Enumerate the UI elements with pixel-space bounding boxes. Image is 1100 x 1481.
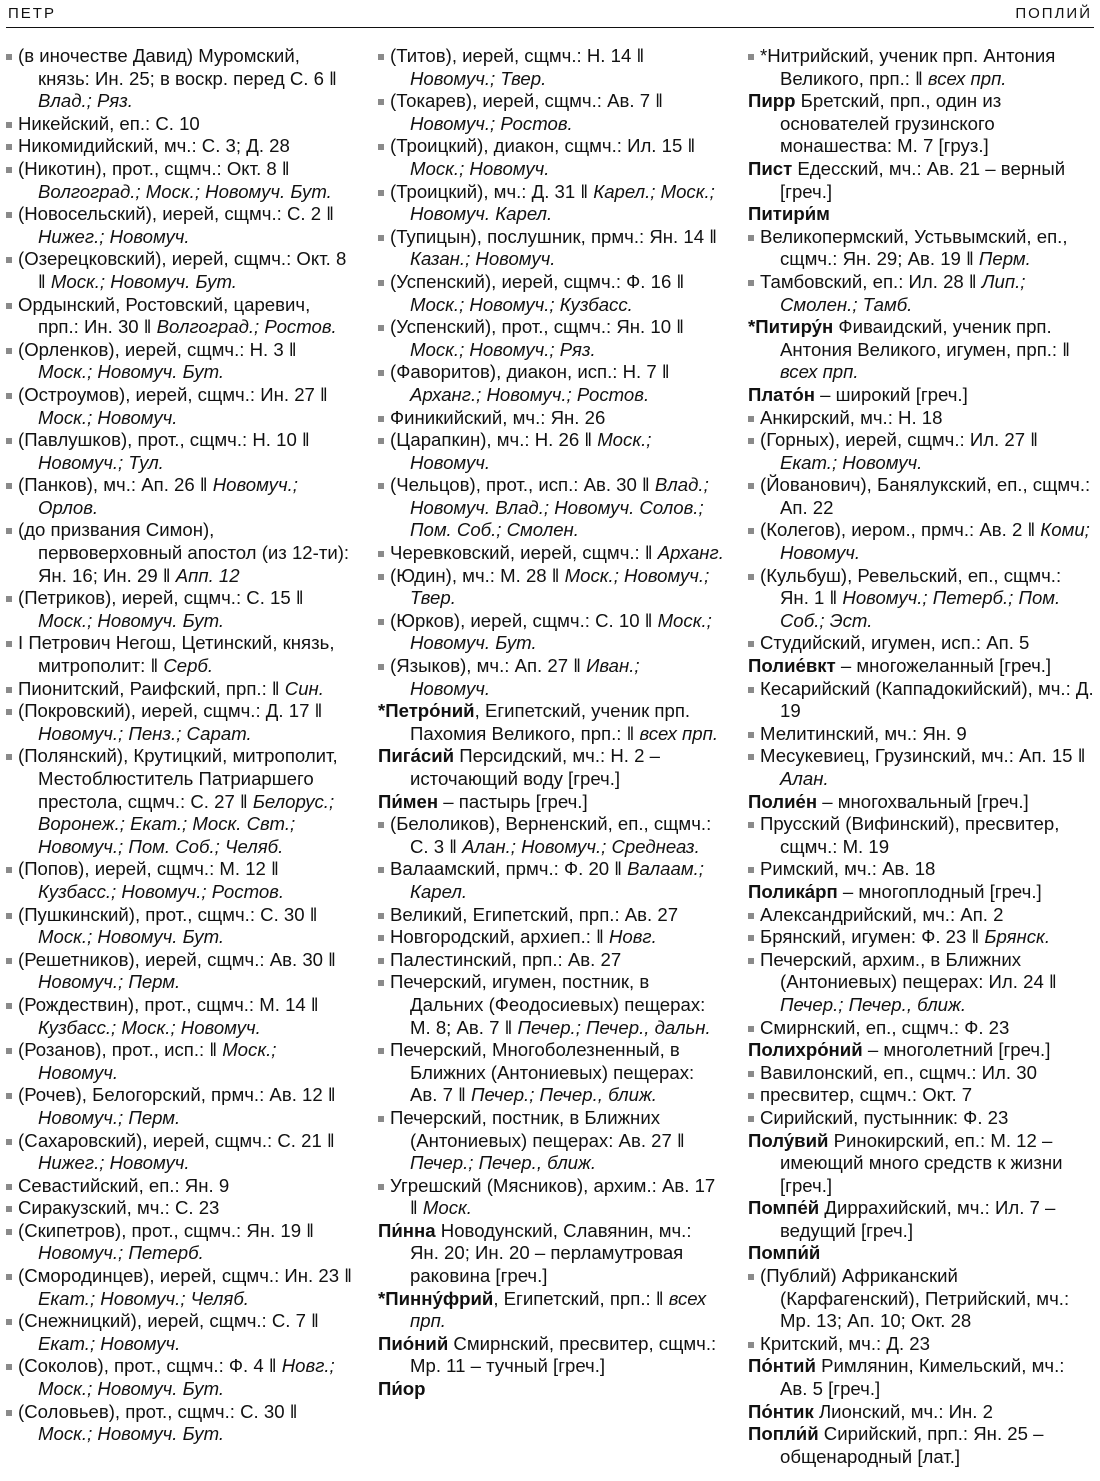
headword-entry [748, 791, 1094, 814]
headword-entry [748, 1401, 1094, 1424]
commemoration-regions: Моск.; Новомуч.; Твер. [410, 564, 710, 609]
entry-text: – многоплодный [греч.] [837, 880, 1042, 902]
headword-entry [748, 1197, 1094, 1242]
entry-text: (Тупицын), послушник, прмч.: Ян. 14 ‖ [390, 225, 717, 247]
sub-entry [6, 474, 354, 519]
entry-text: Смирнский, еп., сщмч.: Ф. 23 [760, 1016, 1010, 1038]
entry-text: Печерский, постник, в Ближних (Антониевых) пещерах: Ав. 27 ‖ [390, 1106, 685, 1151]
commemoration-regions: Апп. 12 [175, 564, 240, 586]
entry-text: (Пушкинский), прот., сщмч.: С. 30 ‖ [18, 903, 318, 925]
commemoration-regions: всех прп. [780, 361, 859, 383]
commemoration-regions: Новг.; Моск.; Новомуч. Бут. [38, 1355, 335, 1400]
sub-entry [378, 135, 724, 180]
commemoration-regions: Екат.; Новомуч.; Челяб. [38, 1287, 249, 1309]
entry-text: – многохвальный [греч.] [817, 790, 1029, 812]
entry-text: Никейский, еп.: С. 10 [18, 112, 200, 134]
commemoration-regions: Моск.; Новомуч. [38, 406, 178, 428]
headword-entry [748, 881, 1094, 904]
running-head-right: ПОПЛИЙ [1015, 5, 1092, 22]
headword: Питири́м [748, 203, 830, 225]
entry-text: (Юрков), иерей, сщмч.: С. 10 ‖ [390, 609, 658, 631]
headword: *Пинну́фрий [378, 1287, 494, 1309]
sub-entry [378, 474, 724, 542]
sub-entry [378, 926, 724, 949]
headword: Плато́н [748, 383, 815, 405]
headword: Пист [748, 157, 793, 179]
sub-entry [748, 271, 1094, 316]
commemoration-regions: Моск.; Новомуч. [410, 429, 652, 473]
commemoration-regions: Моск.; Новомуч. [38, 1039, 277, 1083]
commemoration-regions: Моск.; Новомуч. [410, 157, 550, 179]
commemoration-regions: Новг. [608, 926, 657, 948]
sub-entry [378, 949, 724, 972]
sub-entry [748, 904, 1094, 927]
headword: *Питиру́н [748, 316, 834, 338]
entry-text: (Белоликов), Верненский, еп., сщмч.: С. 3 ‖ [390, 813, 712, 857]
entry-text: Месукевиец, Грузинский, мч.: Ап. 15 ‖ [760, 745, 1086, 767]
sub-entry [378, 45, 724, 90]
sub-entry [378, 271, 724, 316]
sub-entry [748, 1107, 1094, 1130]
entry-text: (Троицкий), диакон, сщмч.: Ил. 15 ‖ [390, 135, 696, 157]
column-2 [378, 45, 724, 1401]
commemoration-regions: Екат.; Новомуч. [38, 1332, 181, 1354]
headword: Полу́вий [748, 1129, 829, 1151]
sub-entry [6, 384, 354, 429]
column-1 [6, 45, 354, 1446]
sub-entry [378, 565, 724, 610]
sub-entry [6, 113, 354, 136]
sub-entry [6, 1401, 354, 1446]
commemoration-regions: Волгоград.; Ростов. [156, 316, 337, 338]
entry-text: (Озерецковский), иерей, сщмч.: Окт. 8 ‖ [18, 248, 347, 292]
entry-text: (Покровский), иерей, сщмч.: Д. 17 ‖ [18, 700, 323, 722]
entry-text: (Скипетров), прот., сщмч.: Ян. 19 ‖ [18, 1219, 314, 1241]
headword: Полика́рп [748, 880, 838, 902]
entry-text: Ринокирский, еп.: М. 12 – имеющий много средств к жизни [греч.] [780, 1129, 1063, 1196]
entry-text: (Чельцов), прот., исп.: Ав. 30 ‖ [390, 474, 655, 496]
entry-text: (Петриков), иерей, сщмч.: С. 15 ‖ [18, 587, 304, 609]
entry-text: , Египетский, прп.: ‖ [493, 1287, 669, 1309]
sub-entry [748, 723, 1094, 746]
sub-entry [378, 181, 724, 226]
headword-entry [748, 1355, 1094, 1400]
commemoration-regions: Новомуч.; Перм. [38, 1106, 181, 1128]
headword: Полие́н [748, 790, 818, 812]
sub-entry [378, 226, 724, 271]
headword: Пи́мен [378, 790, 439, 812]
commemoration-regions: Белорус.; Воронеж.; Екат.; Моск. Свт.; Новомуч.; Пом. Соб.; Челяб. [38, 790, 335, 857]
entry-text: Финикийский, мч.: Ян. 26 [390, 406, 606, 428]
commemoration-regions: Печер.; Печер., ближ. [780, 993, 966, 1015]
entry-text: (Языков), мч.: Ап. 27 ‖ [390, 655, 587, 677]
sub-entry [378, 971, 724, 1039]
entry-text: (Титов), иерей, сщмч.: Н. 14 ‖ [390, 45, 645, 66]
sub-entry [748, 632, 1094, 655]
headword-entry [748, 655, 1094, 678]
entry-text: (Рождествин), прот., сщмч.: М. 14 ‖ [18, 993, 319, 1015]
entry-text: (Павлушков), прот., сщмч.: Н. 10 ‖ [18, 429, 310, 451]
entry-text: – широкий [греч.] [814, 383, 968, 405]
sub-entry [6, 745, 354, 858]
headword: Пирр [748, 90, 796, 112]
sub-entry [6, 339, 354, 384]
headword: Помпи́й [748, 1242, 821, 1264]
sub-entry [6, 678, 354, 701]
entry-text: (Остроумов), иерей, сщмч.: Ин. 27 ‖ [18, 383, 328, 405]
headword: Полие́вкт [748, 655, 836, 677]
headword-entry [748, 90, 1094, 158]
commemoration-regions: Серб. [163, 655, 214, 677]
headword-entry [748, 316, 1094, 384]
commemoration-regions: Новомуч.; Пенз.; Сарат. [38, 722, 252, 744]
sub-entry [6, 1175, 354, 1198]
commemoration-regions: Арханг.; Новомуч.; Ростов. [410, 383, 650, 405]
headword-entry [378, 700, 724, 745]
sub-entry [6, 294, 354, 339]
entry-text: Анкирский, мч.: Н. 18 [760, 406, 943, 428]
commemoration-regions: Иван.; Новомуч. [410, 655, 640, 699]
sub-entry [6, 1310, 354, 1355]
entry-text: Угрешский (Мясников), архим.: Ав. 17 ‖ [390, 1174, 716, 1219]
entry-text: Лионский, мч.: Ин. 2 [813, 1400, 993, 1422]
sub-entry [6, 1130, 354, 1175]
entry-text: Тамбовский, еп.: Ил. 28 ‖ [760, 270, 982, 292]
sub-entry [6, 203, 354, 248]
headword-entry [748, 1423, 1094, 1468]
commemoration-regions: Моск.; Новомуч. Бут. [38, 609, 225, 631]
commemoration-regions: Алан.; Новомуч.; Среднеаз. [462, 835, 700, 857]
commemoration-regions: Син. [284, 677, 324, 699]
headword: По́нтик [748, 1400, 814, 1422]
commemoration-regions: всех прп. [410, 1287, 707, 1332]
sub-entry [748, 1265, 1094, 1333]
headword: По́нтий [748, 1355, 816, 1377]
entry-text: (Кульбуш), Ревельский, еп., сщмч.: Ян. 1 ‖ [760, 564, 1062, 609]
entry-text: (Токарев), иерей, сщмч.: Ав. 7 ‖ [390, 90, 663, 112]
sub-entry [748, 858, 1094, 881]
sub-entry [6, 519, 354, 587]
entry-text: Студийский, игумен, исп.: Ап. 5 [760, 632, 1030, 654]
headword-entry [748, 158, 1094, 203]
commemoration-regions: Новомуч.; Ростов. [410, 112, 573, 134]
commemoration-regions: Влад.; Новомуч. Влад.; Новомуч. Солов.; Пом. Соб.; Смолен. [410, 474, 709, 541]
commemoration-regions: всех прп. [927, 67, 1007, 89]
entry-text: Критский, мч.: Д. 23 [760, 1332, 930, 1354]
headword-entry [378, 1288, 724, 1333]
entry-text: (Снежницкий), иерей, сщмч.: С. 7 ‖ [18, 1310, 319, 1332]
commemoration-regions: Алан. [780, 768, 829, 789]
sub-entry [6, 994, 354, 1039]
sub-entry [6, 587, 354, 632]
entry-text: (до призвания Симон), первоверховный апостол (из 12-ти): Ян. 16; Ин. 29 ‖ [18, 519, 350, 586]
sub-entry [6, 45, 354, 113]
entry-text: Едесский, мч.: Ав. 21 – верный [греч.] [780, 157, 1066, 202]
entry-text: (Сахаровский), иерей, сщмч.: С. 21 ‖ [18, 1129, 335, 1151]
sub-entry [378, 858, 724, 903]
headword: Пига́сий [378, 745, 455, 767]
sub-entry [378, 1175, 724, 1220]
sub-entry [748, 226, 1094, 271]
commemoration-regions: Перм. [978, 248, 1031, 270]
entry-text: Печерский, Многоболезненный, в Ближних (Антониевых) пещерах: Ав. 7 ‖ [390, 1039, 695, 1106]
commemoration-regions: Печер.; Печер., ближ. [470, 1084, 657, 1106]
sub-entry [748, 45, 1094, 90]
sub-entry [378, 316, 724, 361]
headword: *Петро́ний [378, 700, 475, 722]
entry-text: Печерский, архим., в Ближних (Антониевых) пещерах: Ил. 24 ‖ [760, 948, 1057, 993]
entry-text: (Смородинцев), иерей, сщмч.: Ин. 23 ‖ [18, 1265, 352, 1287]
headword-entry [748, 1242, 1094, 1265]
entry-text: (Панков), мч.: Ап. 26 ‖ [18, 474, 213, 496]
headword-entry [378, 1378, 724, 1401]
entry-text: – пастырь [греч.] [438, 790, 588, 812]
commemoration-regions: Кузбасс.; Новомуч.; Ростов. [38, 880, 285, 902]
entry-text: Печерский, игумен, постник, в Дальних (Феодосиевых) пещерах: М. 8; Ав. 7 ‖ [390, 971, 706, 1038]
commemoration-regions: Моск. [422, 1197, 472, 1219]
sub-entry [6, 1265, 354, 1310]
entry-text: Новгородский, архиеп.: ‖ [390, 926, 609, 948]
entry-text: (Юдин), мч.: М. 28 ‖ [390, 564, 565, 586]
headword: Пи́ор [378, 1378, 426, 1400]
sub-entry [748, 474, 1094, 519]
headword-entry [378, 791, 724, 814]
sub-entry [6, 904, 354, 949]
commemoration-regions: Моск.; Новомуч. Бут. [38, 1423, 225, 1445]
entry-text: Валаамский, прмч.: Ф. 20 ‖ [390, 858, 628, 880]
sub-entry [6, 429, 354, 474]
commemoration-regions: Моск.; Новомуч. Бут. [38, 361, 225, 383]
entry-text: Диррахийский, мч.: Ил. 7 – ведущий [греч.] [780, 1197, 1056, 1241]
headword: Попли́й [748, 1423, 819, 1445]
entry-text: Вавилонский, еп., сщмч.: Ил. 30 [760, 1061, 1037, 1083]
commemoration-regions: Екат.; Новомуч. [780, 451, 923, 473]
commemoration-regions: Коми; Новомуч. [780, 519, 1090, 564]
entry-text: (Решетников), иерей, сщмч.: Ав. 30 ‖ [18, 948, 336, 970]
sub-entry [6, 949, 354, 994]
commemoration-regions: Влад.; Ряз. [38, 90, 133, 112]
entry-text: – многожеланный [греч.] [835, 655, 1052, 677]
entry-text: (Соловьев), прот., сщмч.: С. 30 ‖ [18, 1400, 298, 1422]
entry-text: Римский, мч.: Ав. 18 [760, 858, 936, 880]
entry-text: (Горных), иерей, сщмч.: Ил. 27 ‖ [760, 429, 1038, 451]
sub-entry [748, 565, 1094, 633]
entry-text: Великопермский, Устьвымский, еп., сщмч.: Ян. 29; Ав. 19 ‖ [760, 225, 1068, 270]
entry-text: – многолетний [греч.] [862, 1039, 1051, 1061]
sub-entry [378, 1107, 724, 1175]
sub-entry [378, 655, 724, 700]
commemoration-regions: Новомуч.; Орлов. [38, 474, 298, 518]
sub-entry [748, 926, 1094, 949]
entry-text: (Успенский), прот., сщмч.: Ян. 10 ‖ [390, 316, 684, 338]
commemoration-regions: всех прп. [639, 722, 719, 744]
commemoration-regions: Моск.; Новомуч.; Кузбасс. [410, 293, 633, 315]
entry-text: Персидский, мч.: Н. 2 – источающий воду [греч.] [410, 745, 660, 789]
sub-entry [378, 813, 724, 858]
sub-entry [6, 158, 354, 203]
commemoration-regions: Моск.; Новомуч. Бут. [50, 270, 237, 292]
entry-text: (в иночестве Давид) Муромский, князь: Ин. 25; в воскр. перед С. 6 ‖ [18, 45, 337, 89]
sub-entry [748, 1333, 1094, 1356]
entry-text: Смирнский, пресвитер, сщмч.: Мр. 11 – тучный [греч.] [410, 1332, 717, 1377]
entry-text: (Орленков), иерей, сщмч.: Н. 3 ‖ [18, 338, 297, 360]
entry-text: (Публий) Африканский (Карфагенский), Петрийский, мч.: Мр. 13; Ап. 10; Окт. 28 [760, 1265, 1070, 1332]
sub-entry [748, 745, 1094, 790]
sub-entry [6, 1039, 354, 1084]
sub-entry [748, 1017, 1094, 1040]
entry-text: (Розанов), прот., исп.: ‖ [18, 1039, 223, 1061]
sub-entry [378, 904, 724, 927]
commemoration-regions: Новомуч.; Петерб.; Пом. Соб.; Эст. [780, 587, 1061, 631]
entry-text: Никомидийский, мч.: С. 3; Д. 28 [18, 135, 290, 157]
entry-text: Сирийский, пустынник: Ф. 23 [760, 1106, 1009, 1128]
sub-entry [748, 1084, 1094, 1107]
entry-text: Брянский, игумен: Ф. 23 ‖ [760, 926, 985, 948]
entry-text: Палестинский, прп.: Ав. 27 [390, 948, 622, 970]
headword: Пио́ний [378, 1332, 449, 1354]
commemoration-regions: Печер.; Печер., дальн. [517, 1016, 711, 1038]
running-head-left: ПЕТР [8, 5, 56, 22]
sub-entry [6, 632, 354, 677]
commemoration-regions: Моск.; Новомуч. Бут. [38, 926, 225, 948]
commemoration-regions: Нижег.; Новомуч. [38, 225, 190, 247]
headword: Пи́нна [378, 1219, 436, 1241]
sub-entry [748, 519, 1094, 564]
sub-entry [6, 135, 354, 158]
entry-text: Сирийский, прп.: Ян. 25 – общенародный [лат.] [780, 1423, 1044, 1467]
sub-entry [378, 1039, 724, 1107]
sub-entry [378, 610, 724, 655]
running-head [6, 2, 1094, 28]
entry-text: пресвитер, сщмч.: Окт. 7 [760, 1084, 973, 1106]
entry-text: *Нитрийский, ученик прп. Антония Великого, прп.: ‖ [760, 45, 1056, 89]
entry-text: (Троицкий), мч.: Д. 31 ‖ [390, 180, 594, 202]
headword-entry [378, 745, 724, 790]
entry-text: Мелитинский, мч.: Ян. 9 [760, 722, 967, 744]
sub-entry [378, 90, 724, 135]
headword: Помпе́й [748, 1197, 820, 1219]
entry-text: , Египетский, ученик прп. Пахомия Великого, прп.: ‖ [410, 700, 691, 744]
headword-entry [748, 384, 1094, 407]
entry-text: (Фаворитов), диакон, исп.: Н. 7 ‖ [390, 361, 670, 383]
entry-text: (Колегов), иером., прмч.: Ав. 2 ‖ [760, 519, 1041, 541]
entry-text: Прусский (Вифинский), пресвитер, сщмч.: М. 19 [760, 813, 1060, 857]
entry-text: (Соколов), прот., сщмч.: Ф. 4 ‖ [18, 1355, 282, 1377]
entry-text: Римлянин, Кимельский, мч.: Ав. 5 [греч.] [780, 1355, 1065, 1400]
sub-entry [6, 1197, 354, 1220]
sub-entry [6, 1084, 354, 1129]
commemoration-regions: Новомуч.; Петерб. [38, 1242, 204, 1264]
entry-text: Фиваидский, ученик прп. Антония Великого, игумен, прп.: ‖ [780, 316, 1070, 360]
sub-entry [378, 429, 724, 474]
headword-entry [748, 203, 1094, 226]
entry-text: (Полянский), Крутицкий, митрополит, Местоблюститель Патриаршего престола, сщмч.: С. 27 ‖ [18, 745, 338, 812]
headword-entry [378, 1220, 724, 1288]
commemoration-regions: Новомуч.; Тул. [38, 451, 164, 473]
column-3 [748, 45, 1094, 1468]
entry-text: (Царапкин), мч.: Н. 26 ‖ [390, 429, 598, 451]
entry-text: (Попов), иерей, сщмч.: М. 12 ‖ [18, 858, 279, 880]
sub-entry [6, 248, 354, 293]
commemoration-regions: Моск.; Новомуч. Бут. [410, 609, 712, 654]
entry-text: (Рочев), Белогорский, прмч.: Ав. 12 ‖ [18, 1084, 336, 1106]
entry-text: Ордынский, Ростовский, царевич, прп.: Ин. 30 ‖ [18, 293, 311, 338]
sub-entry [6, 1355, 354, 1400]
sub-entry [748, 949, 1094, 1017]
commemoration-regions: Новомуч.; Твер. [410, 67, 547, 89]
commemoration-regions: Волгоград.; Моск.; Новомуч. Бут. [38, 180, 332, 202]
sub-entry [748, 429, 1094, 474]
sub-entry [6, 1220, 354, 1265]
entry-text: (Новосельский), иерей, сщмч.: С. 2 ‖ [18, 203, 334, 225]
entry-text: Бретский, прп., один из основателей грузинского монашества: М. 7 [груз.] [780, 90, 1002, 157]
sub-entry [378, 542, 724, 565]
commemoration-regions: Казан.; Новомуч. [410, 248, 556, 270]
sub-entry [748, 407, 1094, 430]
commemoration-regions: Кузбасс.; Моск.; Новомуч. [38, 1016, 261, 1038]
sub-entry [378, 361, 724, 406]
entry-text: Севастийский, еп.: Ян. 9 [18, 1174, 230, 1196]
headword-entry [748, 1130, 1094, 1198]
entry-text: (Йованович), Банялукский, еп., сщмч.: Ап. 22 [760, 474, 1091, 518]
sub-entry [748, 1062, 1094, 1085]
entry-text: (Никотин), прот., сщмч.: Окт. 8 ‖ [18, 157, 290, 179]
entry-text: Великий, Египетский, прп.: Ав. 27 [390, 903, 679, 925]
sub-entry [748, 678, 1094, 723]
sub-entry [748, 813, 1094, 858]
sub-entry [6, 858, 354, 903]
entry-text: Пионитский, Раифский, прп.: ‖ [18, 677, 285, 699]
commemoration-regions: Моск.; Новомуч.; Ряз. [410, 338, 596, 360]
entry-text: Александрийский, мч.: Ап. 2 [760, 903, 1004, 925]
entry-text: Кесарийский (Каппадокийский), мч.: Д. 19 [760, 677, 1094, 722]
commemoration-regions: Лип.; Смолен.; Тамб. [780, 270, 1026, 315]
entry-text: (Успенский), иерей, сщмч.: Ф. 16 ‖ [390, 270, 685, 292]
sub-entry [6, 700, 354, 745]
commemoration-regions: Валаам.; Карел. [410, 858, 704, 902]
sub-entry [378, 407, 724, 430]
entry-text: Сиракузский, мч.: С. 23 [18, 1197, 220, 1219]
commemoration-regions: Арханг. [657, 542, 724, 564]
headword-entry [378, 1333, 724, 1378]
commemoration-regions: Карел.; Моск.; Новомуч. Карел. [410, 180, 715, 225]
headword-entry [748, 1039, 1094, 1062]
commemoration-regions: Новомуч.; Перм. [38, 971, 181, 993]
commemoration-regions: Печер.; Печер., ближ. [410, 1152, 596, 1174]
entry-text: Новодунский, Славянин, мч.: Ян. 20; Ин. 20 – перламутровая раковина [греч.] [410, 1219, 692, 1287]
headword: Полихро́ний [748, 1039, 863, 1061]
commemoration-regions: Брянск. [984, 926, 1051, 948]
entry-text: Черевковский, иерей, сщмч.: ‖ [390, 542, 658, 564]
entry-text: I Петрович Негош, Цетинский, князь, митрополит: ‖ [18, 632, 335, 677]
commemoration-regions: Нижег.; Новомуч. [38, 1152, 190, 1174]
